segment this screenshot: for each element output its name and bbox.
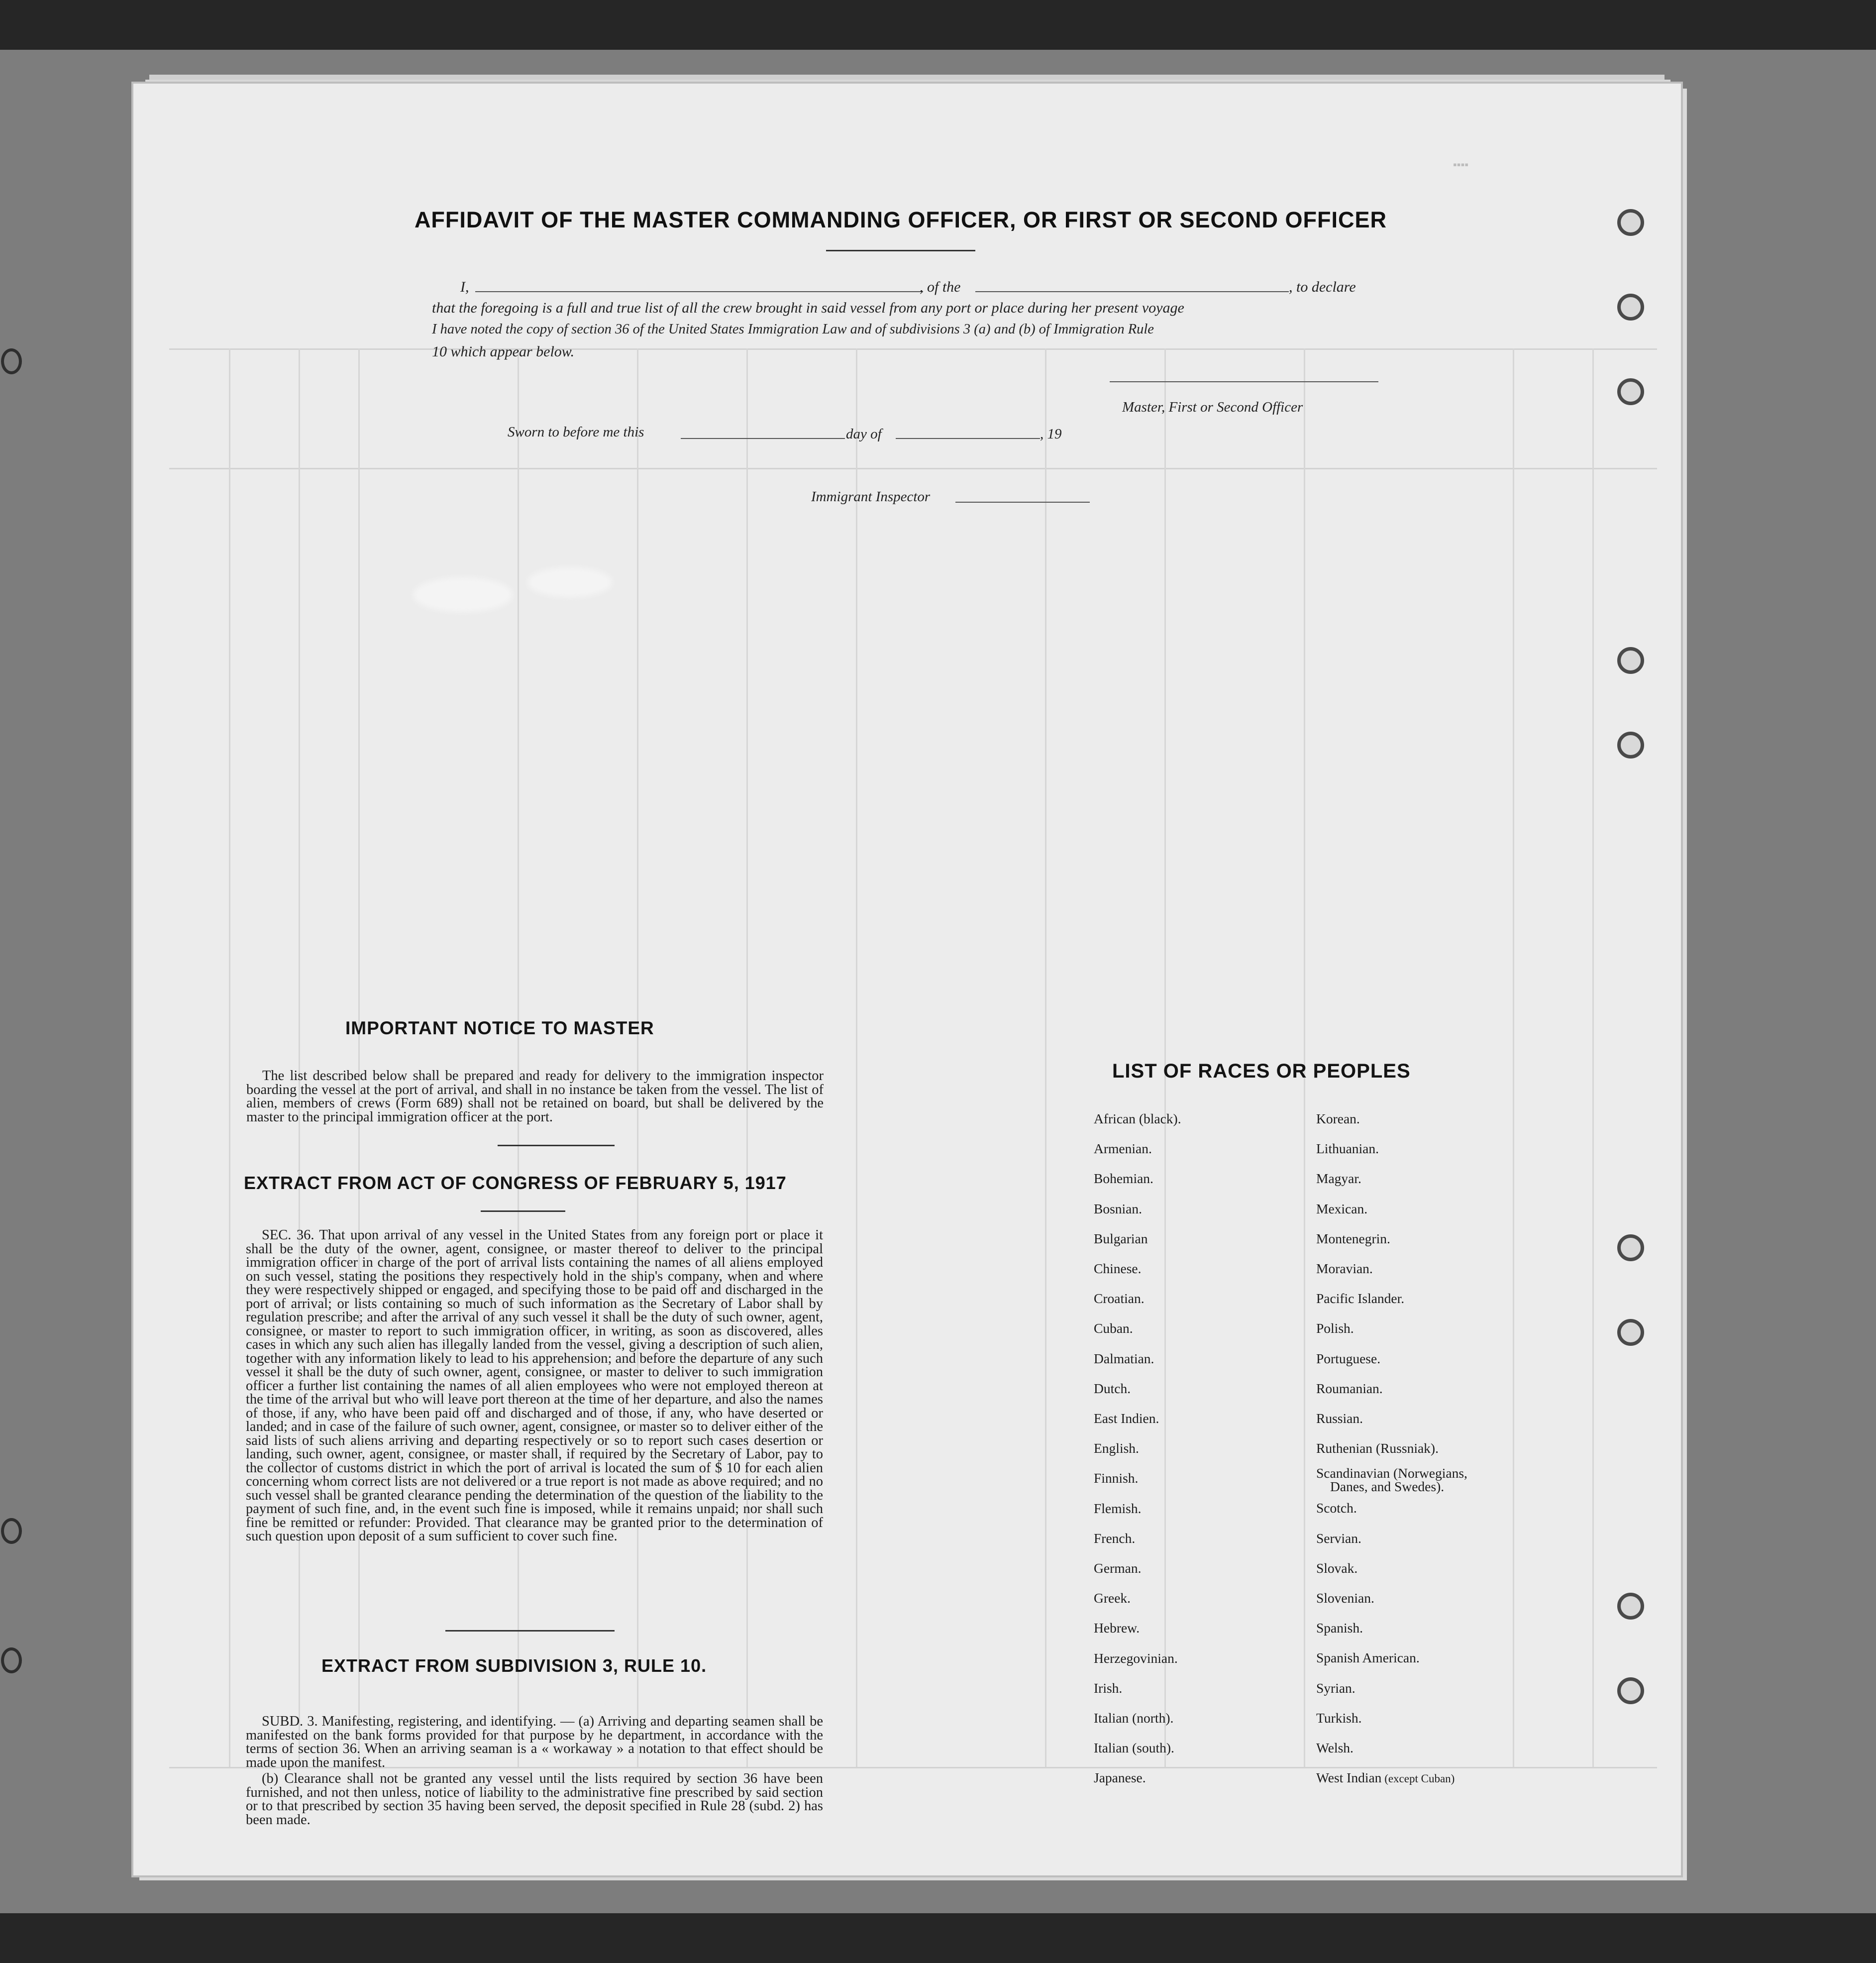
races-title: LIST OF RACES OR PEOPLES [1112, 1060, 1411, 1082]
race-item: Croatian. [1094, 1291, 1145, 1307]
race-item: Pacific Islander. [1316, 1291, 1405, 1307]
race-item-west-indian-label: West Indian [1316, 1770, 1382, 1786]
race-item: Slovenian. [1316, 1590, 1374, 1606]
race-item: Slovak. [1316, 1560, 1358, 1576]
race-item: Turkish. [1316, 1710, 1362, 1726]
race-item: Irish. [1094, 1680, 1123, 1696]
vessel-blank [975, 291, 1289, 292]
affidavit-i: I, [460, 279, 469, 295]
race-item: Spanish. [1316, 1620, 1363, 1636]
sworn-day-blank [681, 438, 845, 439]
rule-text-a-content: SUBD. 3. Manifesting, registering, and identifying. — (a) Arriving and departing seamen shall be manifested on the bank forms provided for that purpose by he department, in accordance with the terms of section 36. When an arriving seaman is a « workaway » a notation to that effect should be made upon the manifest. [246, 1714, 823, 1770]
race-item: Portuguese. [1316, 1350, 1381, 1366]
race-item: Italian (south). [1094, 1740, 1174, 1756]
race-item: Montenegrin. [1316, 1230, 1390, 1246]
paper-smudge [527, 567, 612, 597]
affidavit-title: AFFIDAVIT OF THE MASTER COMMANDING OFFICER, OR FIRST OR SECOND OFFICER [414, 207, 1387, 232]
act-divider [481, 1210, 565, 1212]
race-item: Polish. [1316, 1320, 1354, 1336]
races-column-1 [1094, 1104, 1181, 1793]
punch-hole [1617, 1677, 1644, 1704]
punch-hole [1617, 1319, 1644, 1346]
race-item-scandinavian-line1: Scandinavian (Norwegians, [1316, 1465, 1467, 1481]
race-item: Russian. [1316, 1411, 1363, 1426]
race-item: Scotch. [1316, 1500, 1357, 1516]
race-item: Spanish American. [1316, 1650, 1420, 1666]
race-item: East Indien. [1094, 1411, 1159, 1426]
punch-hole [1617, 209, 1644, 236]
master-signature-line [1110, 381, 1378, 382]
race-item: Korean. [1316, 1111, 1360, 1126]
act-text [246, 1228, 823, 1543]
races-column-2 [1316, 1104, 1467, 1794]
race-item: Chinese. [1094, 1261, 1142, 1277]
race-item: Ruthenian (Russniak). [1316, 1440, 1439, 1456]
notice-text-content: The list described below shall be prepared and ready for delivery to the immigration inspector boarding the vessel at the port of arrival, and shall in no instance be taken from the vessel. The list of alien, members of crews (Form 689) shall not be retained on board, but shall be delivered by the master to the principal immigration officer at the port. [246, 1068, 824, 1125]
race-item: Cuban. [1094, 1320, 1133, 1336]
punch-hole [1, 1518, 22, 1544]
race-item: Bulgarian [1094, 1230, 1148, 1246]
act-title: EXTRACT FROM ACT OF CONGRESS OF FEBRUARY 5, 1917 [244, 1173, 787, 1193]
affidavit-of-the: , of the [920, 279, 961, 295]
race-item: Greek. [1094, 1590, 1131, 1606]
race-item-west-indian-note: (except Cuban) [1381, 1772, 1455, 1785]
punch-hole [1617, 647, 1644, 674]
paper-smudge [413, 577, 513, 612]
race-item: Italian (north). [1094, 1710, 1174, 1726]
year-label: , 19 [1040, 426, 1062, 442]
rule-divider-top [445, 1630, 615, 1632]
race-item: Bohemian. [1094, 1171, 1153, 1187]
notice-divider [498, 1145, 615, 1146]
affidavit-line-4: 10 which appear below. [432, 343, 575, 360]
race-item: German. [1094, 1560, 1142, 1576]
race-item: Dalmatian. [1094, 1350, 1154, 1366]
rule-text-a [246, 1715, 823, 1769]
notice-title: IMPORTANT NOTICE TO MASTER [345, 1018, 654, 1038]
rule-text-b-content: (b) Clearance shall not be granted any vessel until the lists required by section 36 have been furnished, and not then unless, notice of liability to the administrative fine prescribed by said section or to that prescribed by section 35 having been served, the deposit specified in Rule 28 (subd. 2) has been made. [246, 1771, 823, 1828]
race-item: Japanese. [1094, 1770, 1146, 1786]
punch-hole [1617, 1593, 1644, 1620]
sworn-month-blank [896, 438, 1040, 439]
rule-title: EXTRACT FROM SUBDIVISION 3, RULE 10. [321, 1655, 707, 1676]
race-item-scandinavian [1316, 1463, 1467, 1493]
race-item: Flemish. [1094, 1500, 1142, 1516]
race-item: Armenian. [1094, 1141, 1152, 1157]
punch-hole [1617, 1234, 1644, 1261]
form-number-ghost: ▪▪▪▪ [1453, 158, 1469, 171]
race-item: Magyar. [1316, 1171, 1361, 1187]
race-item-scandinavian-line2: Danes, and Swedes). [1330, 1479, 1445, 1495]
inspector-signature-line [955, 502, 1090, 503]
race-item: French. [1094, 1530, 1136, 1546]
punch-hole [1617, 732, 1644, 759]
race-item: Lithuanian. [1316, 1141, 1379, 1157]
race-item: Hebrew. [1094, 1620, 1140, 1636]
punch-hole [1, 1647, 22, 1673]
race-item: Roumanian. [1316, 1380, 1383, 1396]
race-item: Finnish. [1094, 1470, 1139, 1486]
punch-hole [1617, 378, 1644, 405]
affidavit-to-declare: , to declare [1289, 279, 1356, 295]
race-item: Mexican. [1316, 1200, 1368, 1216]
act-text-content: SEC. 36. That upon arrival of any vessel in the United States from any foreign port or place it shall be the duty of the owner, agent, consignee, or master thereof to deliver to the principal immigration officer in charge of the port of arrival lists containing the names of all aliens employed on such vessel, stating the positions they respectively hold in the ship's company, when and where they were respectively shipped or engaged, and specifying those to be paid off and discharged in the port of arrival; or lists containing so much of such information as the Secretary of Labor shall by regulation prescribe; and after the arrival of any such vessel it shall be the duty of such owner, agent, consignee, or master to report to such immigration officer, in writing, as soon as discovered, alles cases in which any such alien has illegally landed from the vessel, giving a description of such alien, together with any information likely to lead to his apprehension; and before the departure of any such vessel it shall be the duty of such owner, agent, consignee, or master to deliver to such immigration officer a further list containing the names of all alien employees who were not employed thereon at the time of the arrival but who will leave port thereon at the time of her departure, and also the names of those, if any, who have been paid off and discharged and of those, if any, who have deserted or landed; and in case of the failure of such owner, agent, consignee, or master so to deliver either of the said lists of such aliens arriving and departing respectively or so to report such cases desertion or landing, such owner, agent, consignee, or master shall, if required by the Secretary of Labor, pay to the collector of customs district in which the port of arrival is located the sum of $ 10 for each alien concerning whom correct lists are not delivered or a true report is not made as above required; and no such vessel shall be granted clearance pending the determination of the question of the liability to the payment of such fine, and, in the event such fine is imposed, while it remains unpaid; nor shall such fine be remitted or refunder: Provided. That clearance may be granted prior to the determination of such question upon deposit of a sum sufficient to cover such fine. [246, 1227, 823, 1544]
race-item: African (black). [1094, 1111, 1181, 1126]
race-item: Dutch. [1094, 1380, 1131, 1396]
punch-hole [1, 348, 22, 374]
affidavit-line-2: that the foregoing is a full and true list of all the crew brought in said vessel from any port or place during her present voyage [432, 300, 1184, 316]
race-item: Servian. [1316, 1530, 1361, 1546]
race-item-west-indian [1316, 1763, 1467, 1794]
race-item: Bosnian. [1094, 1200, 1143, 1216]
rule-text-b [246, 1772, 823, 1827]
name-blank [475, 291, 923, 292]
race-item: Syrian. [1316, 1680, 1355, 1696]
notice-text [246, 1069, 824, 1124]
master-signature-label: Master, First or Second Officer [1122, 399, 1303, 415]
title-underline [826, 250, 975, 251]
race-item: Herzegovinian. [1094, 1650, 1178, 1666]
day-of-label: day of [846, 426, 882, 442]
race-item: English. [1094, 1440, 1139, 1456]
race-item: Welsh. [1316, 1740, 1354, 1756]
punch-hole [1617, 294, 1644, 321]
race-item: Moravian. [1316, 1261, 1373, 1277]
inspector-label: Immigrant Inspector [811, 489, 931, 505]
sworn-label: Sworn to before me this [508, 424, 644, 440]
affidavit-line-3: I have noted the copy of section 36 of the United States Immigration Law and of subdivisions 3 (a) and (b) of Immigration Rule [432, 322, 1154, 337]
